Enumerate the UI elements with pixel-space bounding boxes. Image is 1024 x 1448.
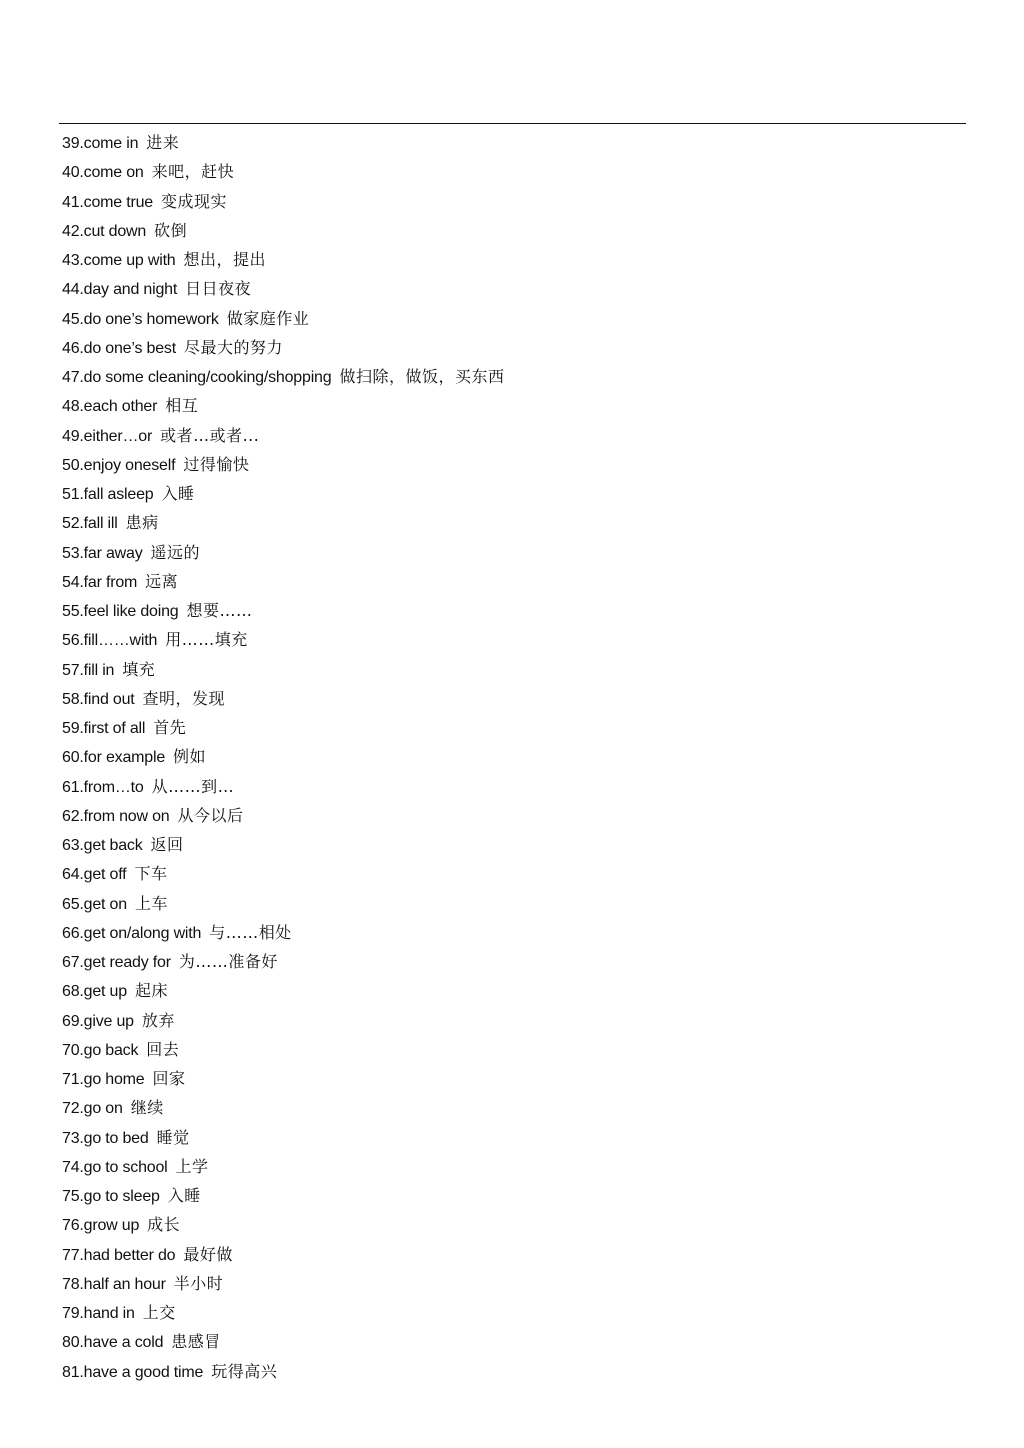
phrase-chinese: 上学: [175, 1156, 209, 1176]
phrase-chinese: 下车: [134, 864, 168, 884]
phrase-english: 79.hand in: [62, 1305, 135, 1322]
list-item: [62, 859, 962, 888]
phrase-chinese: 玩得高兴: [211, 1361, 278, 1381]
phrase-english: 68.get up: [62, 983, 127, 1001]
phrase-chinese: 上交: [142, 1303, 176, 1322]
phrase-english: 46.do one’s best: [62, 339, 176, 357]
phrase-english: 77.had better do: [62, 1246, 176, 1264]
phrase-list: [62, 128, 962, 1386]
list-item: [62, 1006, 962, 1035]
list-item: [62, 187, 962, 216]
list-item: [62, 157, 962, 186]
list-item: [62, 450, 962, 479]
phrase-chinese: 尽最大的努力: [183, 337, 283, 357]
phrase-english: 48.each other: [62, 398, 158, 416]
list-item: [62, 479, 962, 508]
list-item: [62, 216, 962, 245]
phrase-english: 80.have a cold: [62, 1334, 164, 1352]
list-item: [62, 508, 962, 537]
list-item: [62, 655, 962, 684]
list-item: [62, 304, 962, 333]
phrase-chinese: 入睡: [167, 1186, 201, 1205]
list-item: [62, 976, 962, 1005]
phrase-chinese: 相互: [165, 396, 199, 416]
phrase-chinese: 最好做: [183, 1244, 233, 1264]
list-item: [62, 830, 962, 859]
phrase-chinese: 想要……: [186, 601, 253, 620]
phrase-chinese: 患感冒: [171, 1332, 221, 1352]
phrase-english: 55.feel like doing: [62, 603, 179, 620]
phrase-chinese: 睡觉: [156, 1127, 190, 1147]
phrase-english: 45.do one’s homework: [62, 310, 219, 328]
phrase-english: 52.fall ill: [62, 515, 118, 533]
list-item: [62, 947, 962, 976]
phrase-english: 70.go back: [62, 1041, 139, 1059]
phrase-english: 60.for example: [62, 749, 166, 767]
phrase-english: 54.far from: [62, 573, 138, 591]
phrase-chinese: 上车: [134, 893, 168, 913]
phrase-english: 67.get ready for: [62, 954, 171, 971]
list-item: [62, 1152, 962, 1181]
phrase-english: 50.enjoy oneself: [62, 456, 176, 474]
list-item: [62, 128, 962, 157]
phrase-english: 51.fall asleep: [62, 486, 154, 503]
phrase-english: 49.either…or: [62, 427, 153, 445]
phrase-english: 66.get on/along with: [62, 924, 202, 942]
list-item: [62, 1240, 962, 1269]
phrase-chinese: 入睡: [161, 484, 195, 503]
phrase-chinese: 或者…或者...: [160, 425, 260, 445]
phrase-chinese: 患病: [125, 513, 159, 533]
phrase-chinese: 放弃: [141, 1010, 175, 1030]
list-item: [62, 596, 962, 625]
list-item: [62, 362, 962, 391]
phrase-english: 57.fill in: [62, 661, 115, 679]
list-item: [62, 333, 962, 362]
list-item: [62, 1064, 962, 1093]
phrase-chinese: 首先: [153, 718, 187, 737]
phrase-chinese: 过得愉快: [183, 454, 250, 474]
phrase-english: 74.go to school: [62, 1158, 168, 1176]
list-item: [62, 538, 962, 567]
phrase-english: 75.go to sleep: [62, 1188, 160, 1205]
list-item: [62, 772, 962, 801]
list-item: [62, 391, 962, 420]
phrase-english: 73.go to bed: [62, 1129, 149, 1147]
phrase-english: 44.day and night: [62, 281, 178, 299]
list-item: [62, 625, 962, 654]
phrase-chinese: 做扫除，做饭，买东西: [339, 367, 505, 386]
phrase-chinese: 变成现实: [160, 191, 227, 211]
phrase-chinese: 用……填充: [165, 630, 248, 650]
list-item: [62, 918, 962, 947]
phrase-english: 64.get off: [62, 866, 127, 884]
phrase-chinese: 日日夜夜: [185, 279, 252, 299]
list-item: [62, 421, 962, 450]
phrase-chinese: 砍倒: [154, 220, 188, 240]
header-rule: [59, 123, 966, 124]
phrase-chinese: 与……相处: [209, 922, 292, 942]
list-item: [62, 684, 962, 713]
list-item: [62, 1298, 962, 1327]
list-item: [62, 245, 962, 274]
phrase-chinese: 继续: [130, 1098, 164, 1118]
phrase-english: 56.fill……with: [62, 632, 158, 650]
list-item: [62, 742, 962, 771]
phrase-chinese: 遥远的: [150, 542, 201, 562]
phrase-english: 69.give up: [62, 1012, 134, 1030]
phrase-chinese: 回家: [152, 1069, 186, 1088]
list-item: [62, 713, 962, 742]
phrase-chinese: 查明，发现: [142, 688, 226, 708]
list-item: [62, 1357, 962, 1386]
phrase-english: 61.from…to: [62, 778, 144, 796]
phrase-english: 59.first of all: [62, 720, 146, 737]
phrase-chinese: 做家庭作业: [226, 308, 310, 328]
phrase-english: 39.come in: [62, 135, 139, 152]
phrase-chinese: 填充: [122, 659, 156, 679]
list-item: [62, 889, 962, 918]
list-item: [62, 1327, 962, 1356]
list-item: [62, 274, 962, 303]
list-item: [62, 1210, 962, 1239]
phrase-english: 63.get back: [62, 837, 143, 854]
list-item: [62, 1269, 962, 1298]
list-item: [62, 1093, 962, 1122]
phrase-chinese: 返回: [150, 835, 184, 854]
phrase-english: 71.go home: [62, 1071, 145, 1088]
phrase-chinese: 半小时: [173, 1273, 224, 1293]
list-item: [62, 1181, 962, 1210]
phrase-chinese: 从……到…: [151, 776, 235, 796]
phrase-chinese: 例如: [173, 747, 207, 767]
phrase-english: 42.cut down: [62, 222, 147, 240]
list-item: [62, 1123, 962, 1152]
phrase-chinese: 回去: [146, 1039, 180, 1059]
list-item: [62, 1035, 962, 1064]
phrase-chinese: 想出，提出: [183, 250, 267, 269]
phrase-english: 40.come on: [62, 164, 144, 182]
phrase-english: 72.go on: [62, 1100, 123, 1118]
phrase-english: 65.get on: [62, 895, 127, 913]
phrase-english: 58.find out: [62, 690, 135, 708]
phrase-chinese: 远离: [145, 571, 179, 591]
phrase-chinese: 来吧，赶快: [151, 162, 235, 182]
phrase-chinese: 起床: [134, 981, 168, 1001]
phrase-english: 43.come up with: [62, 252, 176, 269]
list-item: [62, 801, 962, 830]
phrase-english: 78.half an hour: [62, 1275, 166, 1293]
phrase-english: 81.have a good time: [62, 1363, 204, 1381]
phrase-english: 62.from now on: [62, 807, 170, 825]
phrase-english: 76.grow up: [62, 1217, 140, 1235]
phrase-chinese: 为……准备好: [178, 952, 278, 971]
list-item: [62, 567, 962, 596]
phrase-english: 53.far away: [62, 544, 143, 562]
phrase-english: 41.come true: [62, 193, 153, 211]
phrase-english: 47.do some cleaning/cooking/shopping: [62, 369, 332, 386]
phrase-chinese: 成长: [147, 1215, 181, 1235]
phrase-chinese: 从今以后: [177, 805, 244, 825]
phrase-chinese: 进来: [146, 133, 180, 152]
